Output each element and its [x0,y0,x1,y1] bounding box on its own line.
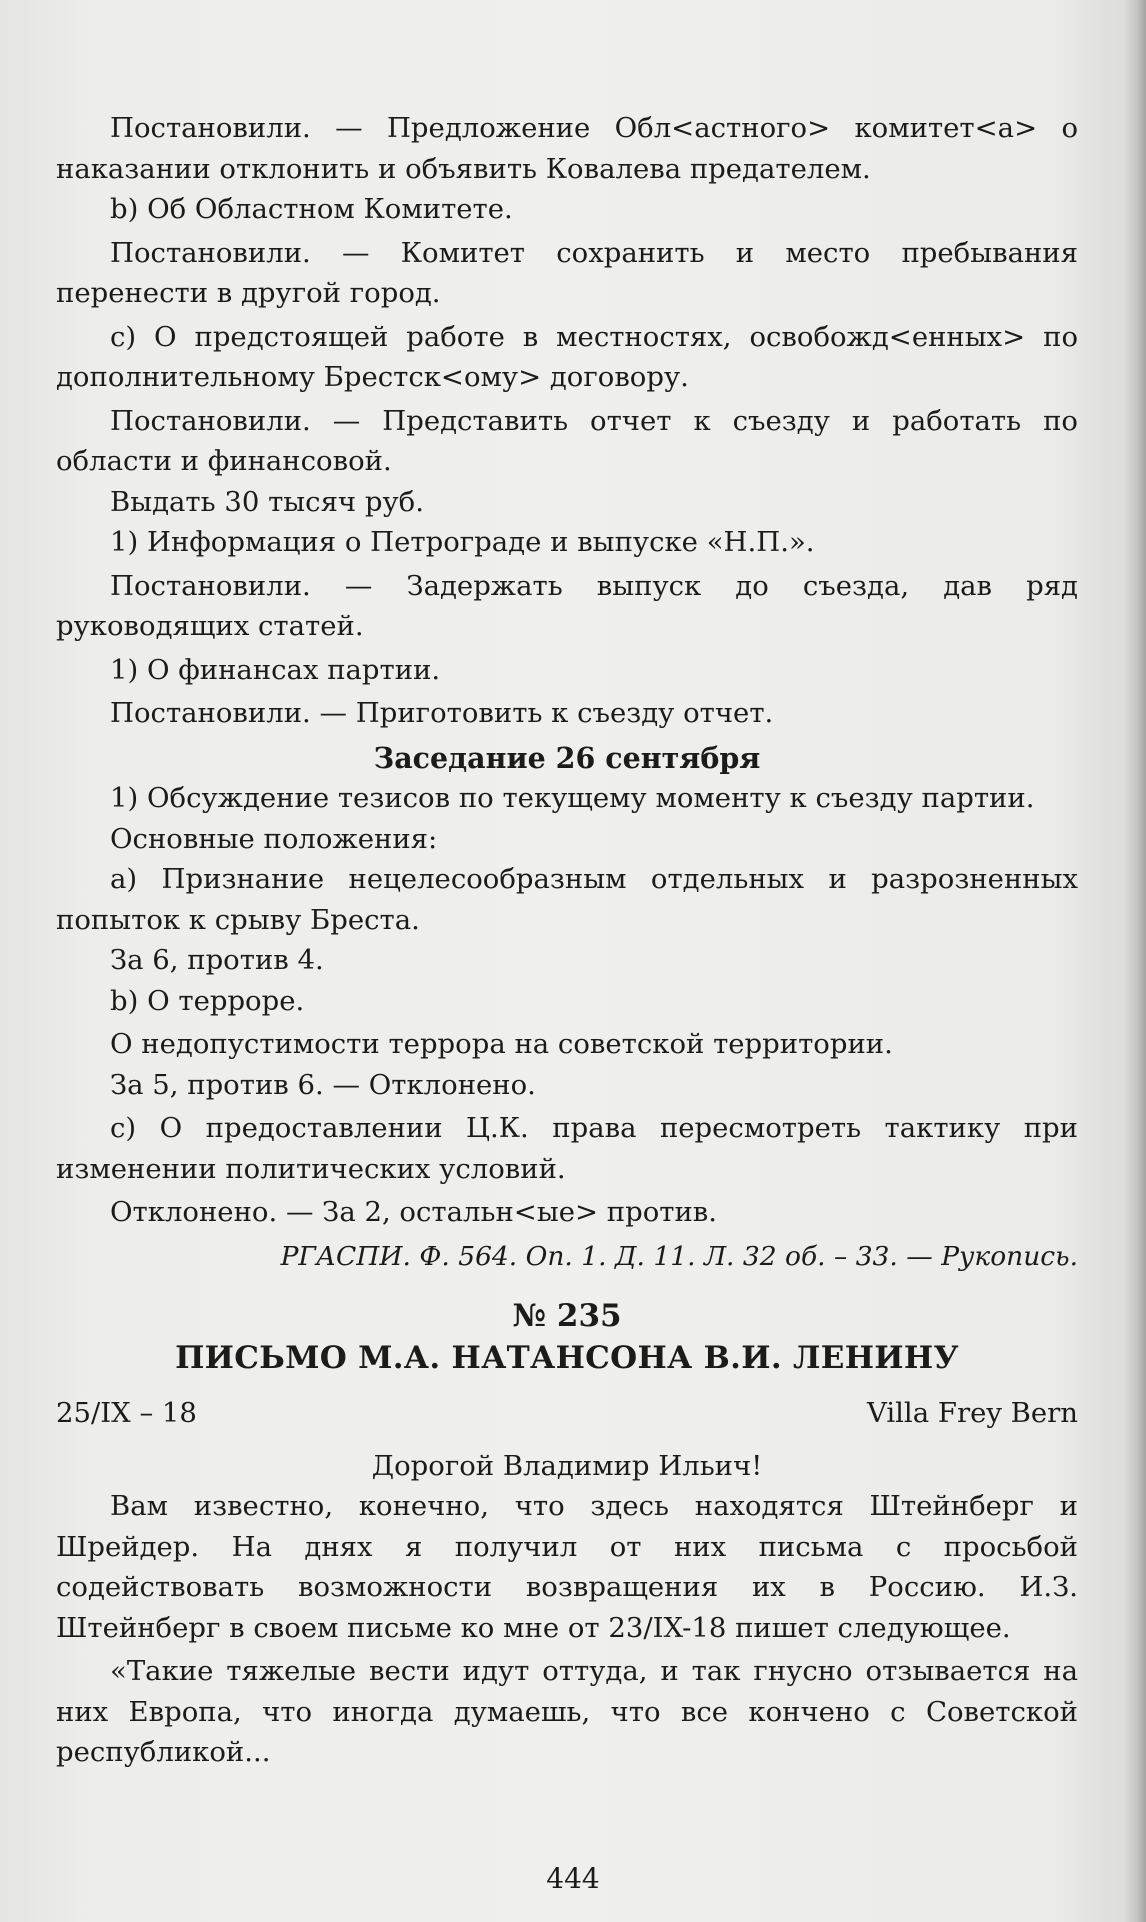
vote-result: Отклонено. — За 2, остальн<ые> против. [110,1196,718,1228]
letter-paragraph: «Такие тяжелые вести идут оттуда, и так гнусно отзывается на них Европа, что иногда думаешь, что все кончено с Советской республикой... [56,1655,1078,1768]
letter-date: 25/IX – 18 [56,1397,197,1429]
letter-paragraph: Вам известно, конечно, что здесь находятся Штейнберг и Шрейдер. На днях я получил от них письма с просьбой содействовать возможности возвращения их в Россию. И.З. Штейнберг в своем письме ко мне от 23/IX-18 пишет следующее. [56,1490,1078,1644]
agenda-item: О недопустимости террора на советской территории. [110,1028,893,1060]
resolution-paragraph: Выдать 30 тысяч руб. [110,485,424,518]
agenda-item: 1) О финансах партии. [110,653,441,686]
vote-result: За 5, против 6. — Отклонено. [110,1068,536,1101]
agenda-item: a) Признание нецелесообразным отдельных и разрозненных попыток к срыву Бреста. [56,863,1078,936]
session-heading: Заседание 26 сентября [373,740,761,775]
agenda-item: c) О предоставлении Ц.К. права пересмотреть тактику при изменении политических условий. [56,1112,1078,1185]
letter-place: Villa Frey Bern [866,1397,1078,1429]
letter-greeting: Дорогой Владимир Ильич! [371,1449,763,1482]
resolution-paragraph: Постановили. — Предложение Обл<астного> комитет<а> о наказании отклонить и объявить Ковалева предателем. [56,112,1078,185]
agenda-item: b) О терроре. [110,984,305,1017]
agenda-item: c) О предстоящей работе в местностях, освобожд<енных> по дополнительному Брестск<ому> договору. [56,320,1078,393]
page-number: 444 [546,1862,600,1895]
resolution-paragraph: Постановили. — Комитет сохранить и место пребывания перенести в другой город. [56,236,1078,309]
archive-source-note: РГАСПИ. Ф. 564. Оп. 1. Д. 11. Л. 32 об. – 33. — Рукопись. [280,1240,1078,1272]
agenda-item: 1) Информация о Петрограде и выпуске «Н.П.». [110,526,815,558]
letter-header [56,1393,1078,1434]
agenda-item: 1) Обсуждение тезисов по текущему моменту к съезду партии. [110,782,1035,814]
document-number: № 235 [512,1298,622,1334]
page-binding-shadow [1124,0,1146,1922]
vote-result: За 6, против 4. [110,944,324,976]
resolution-paragraph: Постановили. — Представить отчет к съезду и работать по области и финансовой. [56,404,1078,477]
agenda-item: Основные положения: [110,822,438,855]
document-title: ПИСЬМО М.А. НАТАНСОНА В.И. ЛЕНИНУ [175,1340,959,1376]
agenda-item: b) Об Областном Комитете. [110,193,513,225]
resolution-paragraph: Постановили. — Приготовить к съезду отчет. [110,697,774,729]
page-text [56,108,1078,1773]
resolution-paragraph: Постановили. — Задержать выпуск до съезда, дав ряд руководящих статей. [56,569,1078,642]
